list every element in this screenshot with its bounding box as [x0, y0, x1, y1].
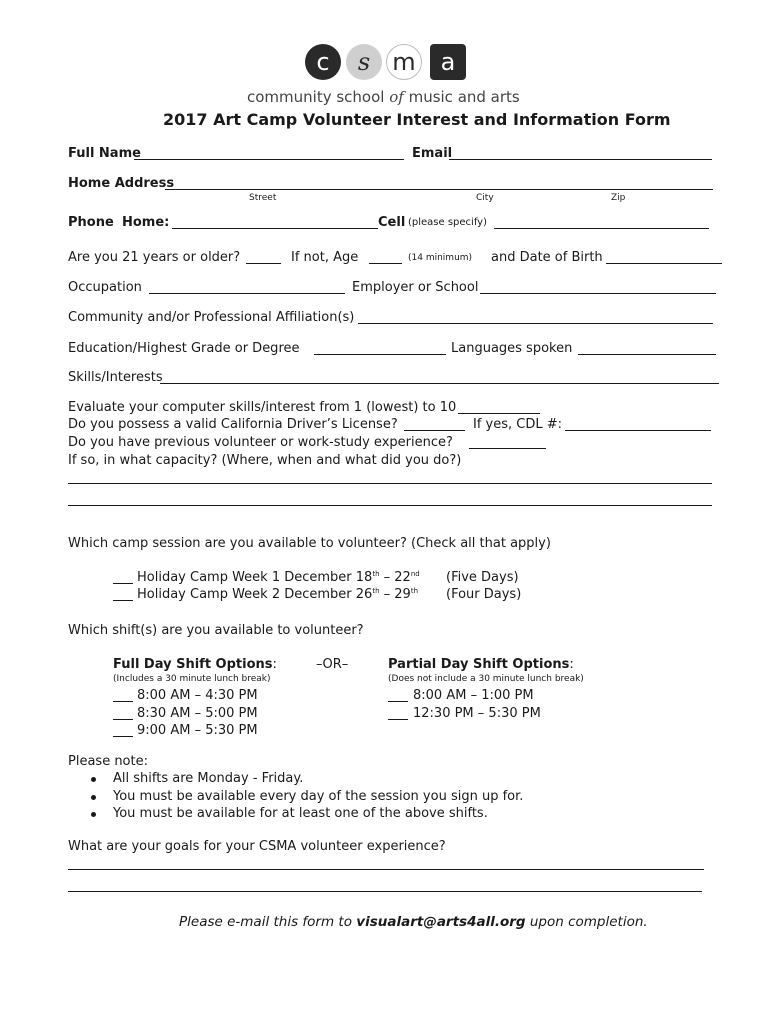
cdl-label: If yes, CDL #: [473, 417, 563, 432]
computer-skills-field[interactable] [458, 413, 540, 414]
dob-field[interactable] [606, 263, 722, 264]
cell-phone-field[interactable] [494, 228, 709, 229]
affiliation-field[interactable] [358, 323, 713, 324]
note-item: You must be available every day of the session you sign up for. [113, 789, 524, 804]
session-week1-checkbox[interactable] [113, 583, 133, 584]
session-question: Which camp session are you available to volunteer? (Check all that apply) [68, 536, 551, 551]
skills-field[interactable] [160, 383, 719, 384]
cdl-field[interactable] [565, 430, 711, 431]
license-question: Do you possess a valid California Driver’s License? [68, 417, 398, 432]
age-question: Are you 21 years or older? [68, 250, 241, 265]
occupation-field[interactable] [149, 293, 345, 294]
partial-shift-2-checkbox[interactable] [388, 719, 408, 720]
goals-line-1[interactable] [68, 869, 704, 870]
languages-label: Languages spoken [451, 341, 573, 356]
education-label: Education/Highest Grade or Degree [68, 341, 300, 356]
previous-experience-question: Do you have previous volunteer or work-study experience? [68, 435, 453, 450]
home-address-label: Home Address [68, 176, 175, 191]
education-field[interactable] [314, 354, 446, 355]
home-phone-field[interactable] [172, 228, 378, 229]
occupation-label: Occupation [68, 280, 142, 295]
session-week2-days: (Four Days) [446, 587, 522, 602]
age-minimum-note: (14 minimum) [408, 253, 473, 263]
partial-shift-2-label: 12:30 PM – 5:30 PM [413, 706, 541, 721]
session-week1-days: (Five Days) [446, 570, 519, 585]
logo-tagline: community school of music and arts [247, 88, 520, 106]
languages-field[interactable] [578, 354, 716, 355]
employer-field[interactable] [480, 293, 716, 294]
cell-label: Cell [378, 215, 406, 230]
phone-label: Phone [68, 215, 114, 230]
age-answer-field[interactable] [246, 263, 281, 264]
bullet-icon [91, 777, 96, 782]
logo-circle-m: m [386, 44, 422, 80]
bullet-icon [91, 812, 96, 817]
capacity-question: If so, in what capacity? (Where, when and what did you do?) [68, 453, 462, 468]
note-item: All shifts are Monday - Friday. [113, 771, 304, 786]
zip-label: Zip [611, 193, 626, 203]
session-week2-checkbox[interactable] [113, 600, 133, 601]
full-shift-3-label: 9:00 AM – 5:30 PM [137, 723, 258, 738]
goals-line-2[interactable] [68, 891, 702, 892]
or-separator: –OR– [316, 657, 349, 672]
partial-shift-1-label: 8:00 AM – 1:00 PM [413, 688, 534, 703]
session-week2-label: Holiday Camp Week 2 December 26th – 29th [137, 587, 419, 602]
affiliation-label: Community and/or Professional Affiliation(s) [68, 310, 355, 325]
shift-question: Which shift(s) are you available to volunteer? [68, 623, 364, 638]
license-field[interactable] [404, 430, 465, 431]
if-not-age-label: If not, Age [291, 250, 359, 265]
full-shift-3-checkbox[interactable] [113, 736, 133, 737]
skills-label: Skills/Interests [68, 370, 163, 385]
bullet-icon [91, 795, 96, 800]
form-title: 2017 Art Camp Volunteer Interest and Information Form [163, 110, 671, 129]
capacity-line-1[interactable] [68, 483, 712, 484]
computer-skills-question: Evaluate your computer skills/interest from 1 (lowest) to 10 [68, 400, 457, 415]
email-label: Email [412, 146, 453, 161]
home-phone-label: Home: [122, 215, 170, 230]
employer-label: Employer or School [352, 280, 479, 295]
street-label: Street [249, 193, 277, 203]
full-name-label: Full Name [68, 146, 141, 161]
goals-question: What are your goals for your CSMA volunteer experience? [68, 839, 446, 854]
partial-shift-1-checkbox[interactable] [388, 701, 408, 702]
footer-instruction: Please e-mail this form to visualart@arts4all.org upon completion. [179, 914, 648, 930]
full-shift-2-label: 8:30 AM – 5:00 PM [137, 706, 258, 721]
note-title: Please note: [68, 754, 148, 769]
full-shift-1-label: 8:00 AM – 4:30 PM [137, 688, 258, 703]
capacity-line-2[interactable] [68, 505, 712, 506]
cell-note: (please specify) [408, 217, 487, 228]
full-day-note: (Includes a 30 minute lunch break) [113, 674, 271, 684]
partial-day-note: (Does not include a 30 minute lunch break) [388, 674, 584, 684]
city-label: City [476, 193, 494, 203]
logo-circle-a: a [430, 44, 466, 80]
dob-label: and Date of Birth [491, 250, 603, 265]
email-field[interactable] [449, 159, 712, 160]
logo-circle-c: c [305, 44, 341, 80]
home-address-field[interactable] [165, 189, 713, 190]
full-name-field[interactable] [134, 159, 404, 160]
previous-experience-field[interactable] [469, 448, 546, 449]
full-shift-1-checkbox[interactable] [113, 701, 133, 702]
logo-circle-s: s [346, 44, 382, 80]
footer-email[interactable]: visualart@arts4all.org [356, 914, 526, 930]
age-field[interactable] [369, 263, 402, 264]
full-day-title: Full Day Shift Options: [113, 657, 277, 672]
partial-day-title: Partial Day Shift Options: [388, 657, 574, 672]
full-shift-2-checkbox[interactable] [113, 719, 133, 720]
session-week1-label: Holiday Camp Week 1 December 18th – 22nd [137, 570, 420, 585]
note-item: You must be available for at least one of the above shifts. [113, 806, 488, 821]
